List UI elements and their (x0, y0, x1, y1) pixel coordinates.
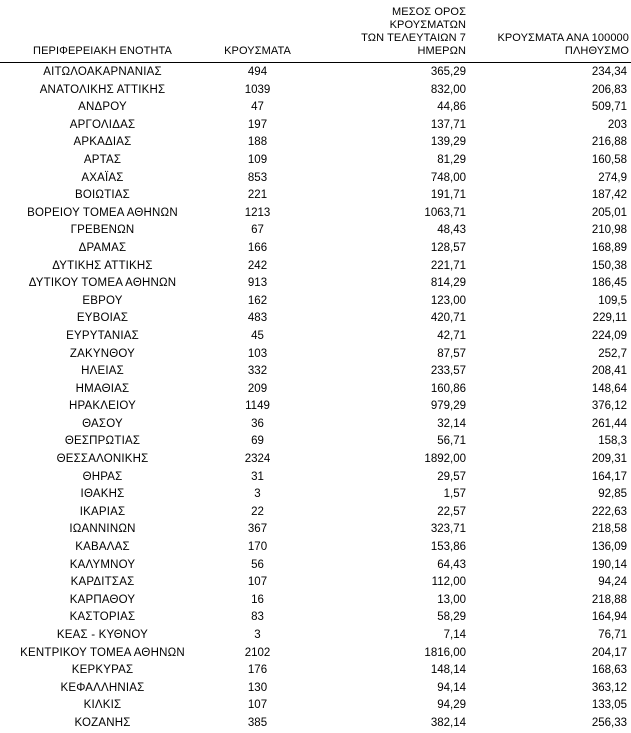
cell-region: ΚΑΒΑΛΑΣ (75, 541, 130, 554)
cell-region: ΚΟΖΑΝΗΣ (74, 716, 131, 729)
cell-average-7days: 191,71 (430, 189, 466, 202)
cell-average-7days: 1063,71 (424, 206, 466, 219)
cell-average-7days: 94,29 (437, 699, 466, 712)
cell-cases: 170 (247, 541, 268, 554)
table-row (0, 486, 631, 504)
table-row (0, 539, 631, 557)
cell-cases-per-100000: 205,01 (591, 206, 627, 219)
table-row (0, 592, 631, 610)
cell-cases: 69 (251, 435, 264, 448)
cell-cases-per-100000: 160,58 (591, 153, 627, 166)
cell-cases: 83 (251, 611, 264, 624)
cell-average-7days: 44,86 (437, 101, 466, 114)
cell-cases: 56 (251, 558, 264, 571)
cell-region: ΑΙΤΩΛΟΑΚΑΡΝΑΝΙΑΣ (43, 66, 162, 78)
cell-cases-per-100000: 168,63 (591, 664, 627, 677)
cell-average-7days: 832,00 (430, 83, 466, 96)
table-row (0, 134, 631, 152)
cell-region: ΔΡΑΜΑΣ (78, 241, 127, 254)
cell-cases: 176 (247, 664, 268, 677)
table-row (0, 328, 631, 346)
cell-cases-per-100000: 210,98 (591, 224, 627, 237)
table-row (0, 609, 631, 627)
table-row (0, 381, 631, 399)
cell-cases-per-100000: 148,64 (591, 382, 627, 395)
cell-cases-per-100000: 363,12 (591, 681, 627, 694)
cell-region: ΑΡΤΑΣ (83, 153, 122, 166)
cell-average-7days: 148,14 (430, 664, 466, 677)
cell-region: ΑΝΔΡΟΥ (78, 101, 127, 114)
cell-cases-per-100000: 208,41 (591, 365, 627, 378)
cell-average-7days: 233,57 (430, 365, 466, 378)
cell-average-7days: 87,57 (437, 347, 466, 360)
cell-average-7days: 94,14 (437, 681, 466, 694)
cell-cases: 107 (247, 699, 268, 712)
table-row (0, 574, 631, 592)
table-row (0, 469, 631, 487)
table-row (0, 697, 631, 715)
cell-average-7days: 365,29 (430, 66, 466, 78)
cell-average-7days: 7,14 (443, 629, 466, 641)
cell-average-7days: 382,14 (430, 716, 466, 729)
cell-region: ΙΘΑΚΗΣ (80, 488, 125, 501)
cell-average-7days: 160,86 (430, 382, 466, 395)
table-row (0, 152, 631, 170)
cell-region: ΕΥΒΟΙΑΣ (76, 312, 129, 325)
cell-cases: 31 (251, 470, 264, 483)
cell-cases-per-100000: 234,34 (591, 66, 627, 78)
cell-region: ΚΑΡΔΙΤΣΑΣ (70, 576, 135, 589)
cell-region: ΑΝΑΤΟΛΙΚΗΣ ΑΤΤΙΚΗΣ (39, 83, 166, 96)
cell-average-7days: 29,57 (437, 470, 466, 483)
cell-cases-per-100000: 509,71 (591, 101, 627, 114)
cell-cases-per-100000: 274,9 (598, 171, 627, 184)
cell-cases: 197 (247, 118, 268, 131)
cell-cases: 483 (247, 312, 268, 325)
cell-average-7days: 56,71 (437, 435, 466, 448)
table-row (0, 222, 631, 240)
cell-average-7days: 42,71 (437, 329, 466, 342)
table-row (0, 187, 631, 205)
cell-average-7days: 137,71 (430, 118, 466, 131)
cell-region: ΚΕΡΚΥΡΑΣ (71, 664, 134, 677)
cell-region: ΚΙΛΚΙΣ (83, 699, 122, 712)
table-row (0, 258, 631, 276)
cell-cases-per-100000: 216,88 (591, 136, 627, 149)
cell-cases: 67 (251, 224, 264, 237)
cell-cases-per-100000: 190,14 (591, 558, 627, 571)
cell-cases-per-100000: 204,17 (591, 646, 627, 659)
cell-cases-per-100000: 94,24 (598, 576, 627, 589)
cell-cases-per-100000: 164,17 (591, 470, 627, 483)
cell-cases-per-100000: 222,63 (591, 505, 627, 518)
cell-average-7days: 64,43 (437, 558, 466, 571)
column-header-cases-line1: ΚΡΟΥΣΜΑΤΑ (224, 45, 291, 57)
cell-cases: 162 (247, 294, 268, 307)
cell-cases: 385 (247, 716, 268, 729)
table-row (0, 170, 631, 188)
cell-cases: 1039 (244, 83, 271, 96)
cell-region: ΖΑΚΥΝΘΟΥ (69, 347, 136, 360)
cell-cases: 47 (251, 101, 264, 114)
cell-cases: 130 (247, 681, 268, 694)
cell-average-7days: 814,29 (430, 277, 466, 290)
cell-cases-per-100000: 256,33 (591, 716, 627, 729)
cell-cases-per-100000: 261,44 (591, 417, 627, 430)
cell-cases-per-100000: 109,5 (598, 294, 627, 307)
cell-cases-per-100000: 203 (607, 118, 627, 131)
cell-region: ΘΕΣΣΑΛΟΝΙΚΗΣ (56, 453, 149, 466)
cell-region: ΑΡΚΑΔΙΑΣ (73, 136, 132, 149)
cell-cases-per-100000: 229,11 (592, 312, 627, 325)
cell-average-7days: 48,43 (437, 224, 466, 237)
cell-cases: 188 (247, 136, 268, 149)
cell-cases-per-100000: 206,83 (591, 83, 627, 96)
table-row (0, 293, 631, 311)
cell-average-7days: 221,71 (430, 259, 466, 272)
table-row (0, 680, 631, 698)
cell-average-7days: 1,57 (443, 488, 466, 501)
cell-cases-per-100000: 186,45 (591, 277, 627, 290)
column-header-region-line1: ΠΕΡΙΦΕΡΕΙΑΚΗ ΕΝΟΤΗΤΑ (33, 45, 172, 57)
table-row (0, 627, 631, 645)
cell-cases-per-100000: 376,12 (591, 400, 627, 413)
cell-cases-per-100000: 168,89 (591, 241, 627, 254)
cell-cases-per-100000: 209,31 (591, 453, 627, 466)
header-divider (0, 62, 631, 63)
cell-region: ΘΕΣΠΡΩΤΙΑΣ (64, 435, 141, 448)
cell-region: ΓΡΕΒΕΝΩΝ (70, 224, 135, 237)
table-row (0, 117, 631, 135)
cell-cases-per-100000: 76,71 (598, 629, 627, 641)
table-row (0, 715, 631, 733)
cell-region: ΑΡΓΟΛΙΔΑΣ (69, 118, 136, 131)
table-row (0, 64, 631, 82)
cell-region: ΔΥΤΙΚΗΣ ΑΤΤΙΚΗΣ (52, 259, 153, 272)
cell-average-7days: 153,86 (430, 541, 466, 554)
cell-cases: 494 (247, 66, 268, 78)
cell-cases: 45 (251, 329, 264, 342)
cell-cases: 36 (251, 417, 264, 430)
table-row (0, 433, 631, 451)
cell-cases: 332 (247, 365, 268, 378)
cell-cases: 107 (247, 576, 268, 589)
table-row (0, 521, 631, 539)
cell-region: ΒΟΡΕΙΟΥ ΤΟΜΕΑ ΑΘΗΝΩΝ (27, 206, 178, 219)
cell-cases-per-100000: 224,09 (591, 329, 627, 342)
table-row (0, 99, 631, 117)
cell-average-7days: 420,71 (430, 312, 466, 325)
cell-region: ΚΑΛΥΜΝΟΥ (69, 558, 136, 571)
column-header-average-line1: ΜΕΣΟΣ ΟΡΟΣ ΚΡΟΥΣΜΑΤΩΝ (389, 6, 466, 31)
table-row (0, 240, 631, 258)
table-row (0, 416, 631, 434)
cell-region: ΙΩΑΝΝΙΝΩΝ (69, 523, 136, 536)
cell-cases: 166 (247, 241, 268, 254)
cell-region: ΚΕΝΤΡΙΚΟΥ ΤΟΜΕΑ ΑΘΗΝΩΝ (20, 646, 185, 659)
cell-cases: 209 (247, 382, 268, 395)
cell-region: ΕΥΡΥΤΑΝΙΑΣ (66, 329, 139, 342)
cell-region: ΚΑΡΠΑΘΟΥ (69, 593, 136, 606)
cell-average-7days: 81,29 (437, 153, 466, 166)
cell-average-7days: 22,57 (437, 505, 466, 518)
column-header-cases (205, 6, 310, 61)
cell-cases: 16 (251, 593, 264, 606)
cell-region: ΚΑΣΤΟΡΙΑΣ (69, 611, 136, 624)
column-header-per100k-line2: ΠΛΗΘΥΣΜΟ (564, 45, 629, 57)
table-row (0, 275, 631, 293)
regional-cases-table (0, 6, 631, 733)
cell-cases-per-100000: 218,88 (591, 593, 627, 606)
cell-cases: 3 (254, 488, 261, 501)
table-row (0, 346, 631, 364)
cell-cases: 913 (247, 277, 268, 290)
cell-cases: 109 (247, 153, 268, 166)
table-row (0, 451, 631, 469)
cell-cases-per-100000: 150,38 (591, 259, 627, 272)
cell-average-7days: 139,29 (430, 136, 466, 149)
table-row (0, 557, 631, 575)
cell-average-7days: 112,00 (431, 576, 466, 589)
cell-cases-per-100000: 218,58 (591, 523, 627, 536)
cell-cases-per-100000: 252,7 (598, 347, 627, 360)
cell-region: ΚΕΑΣ - ΚΥΘΝΟΥ (56, 629, 149, 641)
cell-region: ΔΥΤΙΚΟΥ ΤΟΜΕΑ ΑΘΗΝΩΝ (28, 277, 177, 290)
cell-average-7days: 979,29 (430, 400, 466, 413)
cell-cases-per-100000: 133,05 (591, 699, 627, 712)
cell-cases-per-100000: 136,09 (591, 541, 627, 554)
cell-average-7days: 58,29 (437, 611, 466, 624)
cell-average-7days: 128,57 (430, 241, 466, 254)
table-row (0, 82, 631, 100)
cell-cases: 3 (254, 629, 261, 641)
header-row (0, 6, 631, 61)
cell-cases: 221 (247, 189, 268, 202)
cell-cases: 2324 (244, 453, 271, 466)
table-row (0, 645, 631, 663)
cell-region: ΚΕΦΑΛΛΗΝΙΑΣ (60, 681, 145, 694)
table-row (0, 398, 631, 416)
column-header-region (0, 6, 205, 61)
table-row (0, 662, 631, 680)
cell-cases: 853 (247, 171, 268, 184)
cell-region: ΗΡΑΚΛΕΙΟΥ (68, 400, 137, 413)
cell-region: ΗΜΑΘΙΑΣ (75, 382, 130, 395)
cell-cases-per-100000: 92,85 (598, 488, 627, 501)
cell-cases: 367 (247, 523, 268, 536)
cell-cases-per-100000: 158,3 (598, 435, 627, 448)
column-header-average-7days (310, 6, 470, 61)
cell-cases: 1213 (244, 206, 271, 219)
cell-average-7days: 123,00 (430, 294, 466, 307)
cell-region: ΗΛΕΙΑΣ (81, 365, 124, 378)
column-header-average-line2: ΤΩΝ ΤΕΛΕΥΤΑΙΩΝ 7 ΗΜΕΡΩΝ (361, 32, 466, 57)
cell-region: ΕΒΡΟΥ (82, 294, 123, 307)
table-body (0, 64, 631, 733)
table-row (0, 310, 631, 328)
cell-region: ΒΟΙΩΤΙΑΣ (74, 189, 130, 202)
cell-region: ΙΚΑΡΙΑΣ (79, 505, 126, 518)
cell-cases-per-100000: 164,94 (591, 611, 627, 624)
table-row (0, 363, 631, 381)
cell-cases: 22 (251, 505, 264, 518)
cell-cases-per-100000: 187,42 (591, 189, 627, 202)
cell-cases: 103 (247, 347, 268, 360)
cell-cases: 2102 (244, 646, 271, 659)
cell-average-7days: 1892,00 (424, 453, 466, 466)
cell-average-7days: 323,71 (430, 523, 466, 536)
cell-region: ΘΗΡΑΣ (82, 470, 123, 483)
table-header (0, 6, 631, 64)
cell-average-7days: 13,00 (437, 593, 466, 606)
cell-cases: 242 (247, 259, 268, 272)
cell-average-7days: 748,00 (430, 171, 466, 184)
table-row (0, 205, 631, 223)
cell-region: ΘΑΣΟΥ (82, 417, 123, 430)
column-header-cases-per-100000 (470, 6, 631, 61)
column-header-per100k-line1: ΚΡΟΥΣΜΑΤΑ ΑΝΑ 100000 (497, 32, 629, 44)
cell-average-7days: 1816,00 (424, 646, 466, 659)
cell-cases: 1149 (245, 400, 270, 413)
cell-region: ΑΧΑΪΑΣ (81, 171, 124, 184)
cell-average-7days: 32,14 (437, 417, 466, 430)
table-row (0, 504, 631, 522)
